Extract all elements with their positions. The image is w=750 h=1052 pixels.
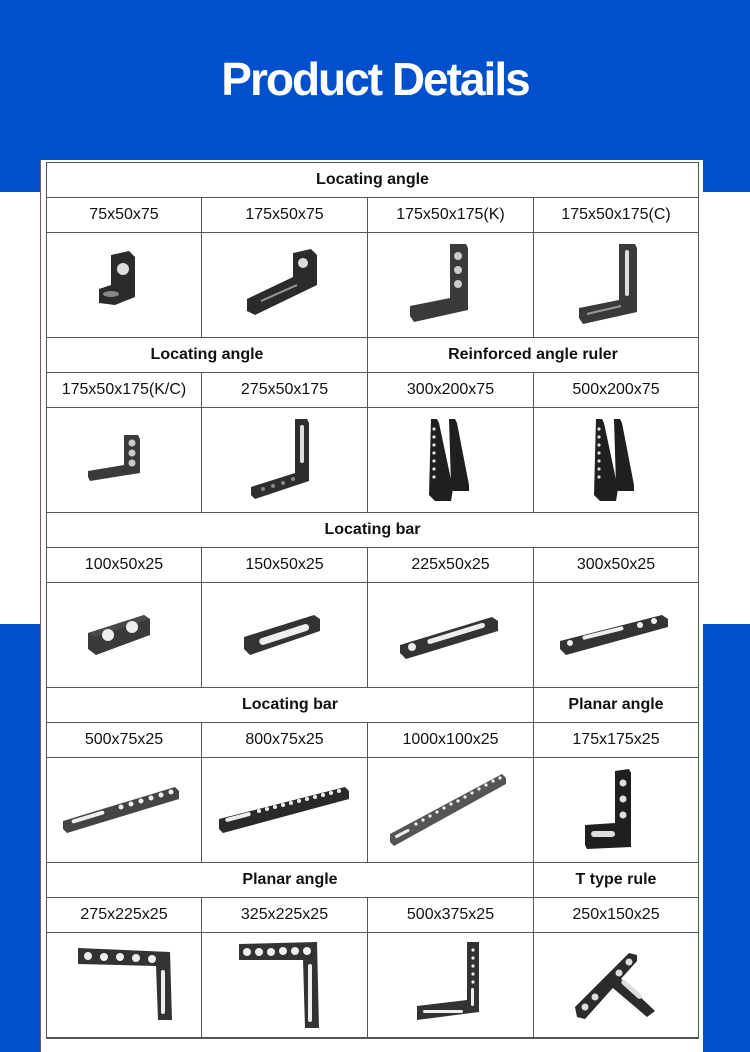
slot-bar-icon [240,605,330,665]
page-title: Product Details [221,53,529,105]
product-image-cell [534,408,699,513]
product-image-cell [368,583,534,688]
size-label: 800x75x25 [202,723,368,758]
planar-l-icon [235,940,335,1030]
product-image-cell [534,233,699,338]
product-image-cell [47,583,202,688]
planar-angle-icon [581,765,651,855]
size-label: 175x50x175(C) [534,198,699,233]
product-image-cell [534,933,699,1038]
size-label: 1000x100x25 [368,723,534,758]
size-label: 175x175x25 [534,723,699,758]
size-label: 300x50x25 [534,548,699,583]
size-label: 175x50x75 [202,198,368,233]
tall-slot-angle-icon [245,415,325,505]
size-label: 225x50x25 [368,548,534,583]
size-label: 175x50x175(K) [368,198,534,233]
section-header: Planar angle [534,688,699,723]
product-image-cell [47,408,202,513]
long-slot-angle-icon [235,245,335,325]
multi-hole-bar-icon [556,605,676,665]
section-header: Reinforced angle ruler [368,338,699,373]
section-header: Locating angle [47,163,699,198]
three-hole-angle-icon [406,240,496,330]
small-angle-icon [89,245,159,325]
size-label: 500x200x75 [534,373,699,408]
size-label: 150x50x25 [202,548,368,583]
product-image-cell [202,933,368,1038]
product-image-cell [534,758,699,863]
product-image-cell [368,233,534,338]
flat-angle-icon [84,425,164,495]
long-bar-icon [59,775,189,845]
size-label: 300x200x75 [368,373,534,408]
section-header: Locating bar [47,513,699,548]
section-header: T type rule [534,863,699,898]
longer-bar-icon [215,775,355,845]
longest-bar-icon [386,770,516,850]
size-label: 275x225x25 [47,898,202,933]
product-image-cell [47,933,202,1038]
section-header: Planar angle [47,863,534,898]
product-image-cell [368,408,534,513]
t-rule-icon [571,945,661,1025]
size-label: 275x50x175 [202,373,368,408]
product-image-cell [202,233,368,338]
size-label: 100x50x25 [47,548,202,583]
size-label: 175x50x175(K/C) [47,373,202,408]
product-table [46,162,699,1039]
size-label: 250x150x25 [534,898,699,933]
product-image-cell [368,758,534,863]
product-image-cell [534,583,699,688]
size-label: 500x75x25 [47,723,202,758]
planar-l-icon [74,940,174,1030]
large-l-icon [411,940,491,1030]
two-hole-block-icon [84,605,164,665]
product-image-cell [202,408,368,513]
section-header: Locating angle [47,338,368,373]
section-header: Locating bar [47,688,534,723]
reinforced-angle-icon [421,415,481,505]
slot-angle-icon [571,240,661,330]
product-image-cell [368,933,534,1038]
product-image-cell [202,583,368,688]
product-image-cell [47,233,202,338]
reinforced-angle-icon [586,415,646,505]
size-label: 75x50x75 [47,198,202,233]
size-label: 500x375x25 [368,898,534,933]
size-label: 325x225x25 [202,898,368,933]
product-image-cell [47,758,202,863]
product-image-cell [202,758,368,863]
slot-hole-bar-icon [396,605,506,665]
